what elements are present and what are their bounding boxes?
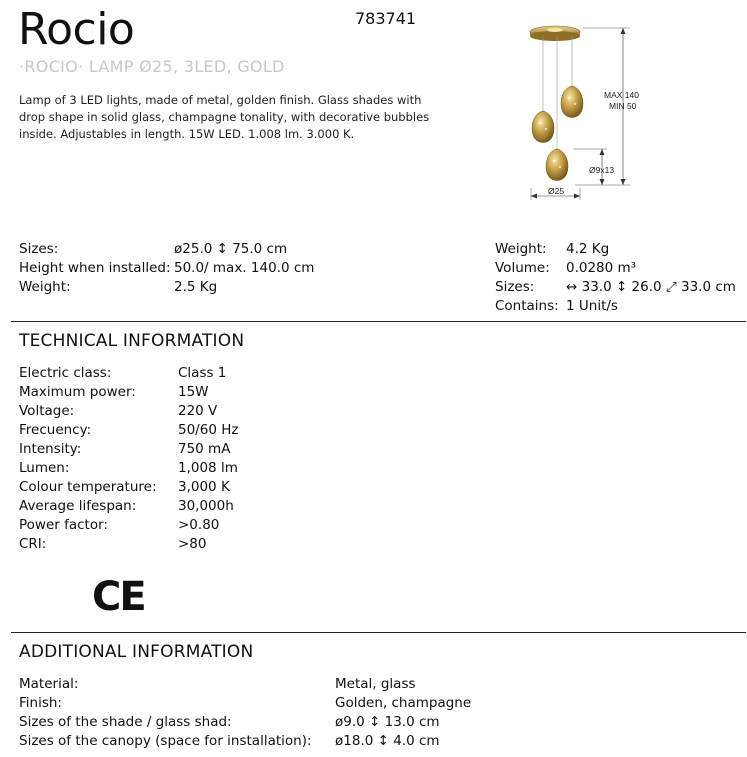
spec-label: Sizes: <box>19 241 59 257</box>
spec-label: Sizes of the canopy (space for installation): <box>19 733 312 749</box>
spec-value: >0.80 <box>178 517 220 533</box>
spec-value: 50.0/ max. 140.0 cm <box>174 260 315 276</box>
spec-value: 2.5 Kg <box>174 279 218 295</box>
spec-label: CRI: <box>19 536 47 552</box>
table-row <box>495 278 736 297</box>
product-description: Lamp of 3 LED lights, made of metal, golden finish. Glass shades with drop shape in solid glass, champagne tonality, with decorative bubbles inside. Adjustables in length. 15W LED. 1.008 lm. 3.000 K. <box>19 93 430 141</box>
spec-label: Intensity: <box>19 441 82 457</box>
table-row <box>19 478 238 497</box>
section-divider <box>11 632 746 633</box>
spec-label: Colour temperature: <box>19 479 157 495</box>
glass-shade <box>532 111 554 143</box>
spec-value: ↔ 33.0 ↕ 26.0 ⤢ 33.0 cm <box>566 279 736 295</box>
ce-mark: CE <box>92 574 145 620</box>
table-row <box>495 240 736 259</box>
spec-label: Height when installed: <box>19 260 171 276</box>
additional-table <box>19 675 471 751</box>
min-height-label: MIN 50 <box>609 101 637 111</box>
spec-label: Finish: <box>19 695 62 711</box>
table-row <box>19 732 471 751</box>
spec-label: Voltage: <box>19 403 75 419</box>
spec-label: Material: <box>19 676 79 692</box>
spec-value: 15W <box>178 384 209 400</box>
spec-value: 220 V <box>178 403 218 419</box>
table-row <box>19 440 238 459</box>
glass-shade <box>561 86 583 118</box>
product-sizes-table <box>19 240 314 297</box>
packaging-table <box>495 240 736 316</box>
spec-label: Maximum power: <box>19 384 136 400</box>
spec-label: Weight: <box>19 279 71 295</box>
technical-table <box>19 364 238 554</box>
spec-label: Electric class: <box>19 365 112 381</box>
spec-label: Volume: <box>495 260 550 276</box>
technical-section-title: TECHNICAL INFORMATION <box>19 331 245 351</box>
table-row <box>19 383 238 402</box>
spec-value: 0.0280 m³ <box>566 260 637 276</box>
product-diagram <box>515 18 675 203</box>
table-row <box>19 402 238 421</box>
table-row <box>19 675 471 694</box>
spec-value: 30,000h <box>178 498 234 514</box>
spec-value: 1,008 lm <box>178 460 238 476</box>
table-row <box>495 297 736 316</box>
canopy-shape <box>530 26 580 41</box>
spec-value: Metal, glass <box>335 676 416 692</box>
table-row <box>19 535 238 554</box>
product-title: Rocio <box>18 4 135 55</box>
shade-size-label: Ø9x13 <box>589 165 615 175</box>
product-code: 783741 <box>355 9 417 28</box>
spec-value: ø25.0 ↕ 75.0 cm <box>174 241 288 257</box>
spec-value: 3,000 K <box>178 479 230 495</box>
product-subtitle: ·ROCIO· LAMP Ø25, 3LED, GOLD <box>19 57 285 76</box>
spec-value: ø18.0 ↕ 4.0 cm <box>335 733 440 749</box>
table-row <box>19 459 238 478</box>
spec-label: Contains: <box>495 298 559 314</box>
spec-value: 1 Unit/s <box>566 298 618 314</box>
table-row <box>19 421 238 440</box>
section-divider <box>11 321 746 322</box>
max-height-label: MAX 140 <box>604 90 639 100</box>
glass-shade <box>546 149 568 181</box>
spec-label: Frecuency: <box>19 422 92 438</box>
spec-label: Average lifespan: <box>19 498 137 514</box>
table-row <box>19 240 314 259</box>
spec-value: >80 <box>178 536 207 552</box>
spec-label: Sizes: <box>495 279 535 295</box>
table-row <box>19 497 238 516</box>
table-row <box>495 259 736 278</box>
table-row <box>19 259 314 278</box>
spec-label: Sizes of the shade / glass shad: <box>19 714 232 730</box>
spec-label: Weight: <box>495 241 547 257</box>
spec-value: Class 1 <box>178 365 227 381</box>
spec-value: 4.2 Kg <box>566 241 610 257</box>
spec-value: ø9.0 ↕ 13.0 cm <box>335 714 440 730</box>
spec-value: 750 mA <box>178 441 231 457</box>
diameter-label: Ø25 <box>548 186 565 196</box>
spec-value: 50/60 Hz <box>178 422 239 438</box>
spec-label: Power factor: <box>19 517 108 533</box>
table-row <box>19 694 471 713</box>
table-row <box>19 516 238 535</box>
spec-value: Golden, champagne <box>335 695 472 711</box>
table-row <box>19 278 314 297</box>
table-row <box>19 364 238 383</box>
additional-section-title: ADDITIONAL INFORMATION <box>19 642 254 662</box>
table-row <box>19 713 471 732</box>
spec-label: Lumen: <box>19 460 70 476</box>
